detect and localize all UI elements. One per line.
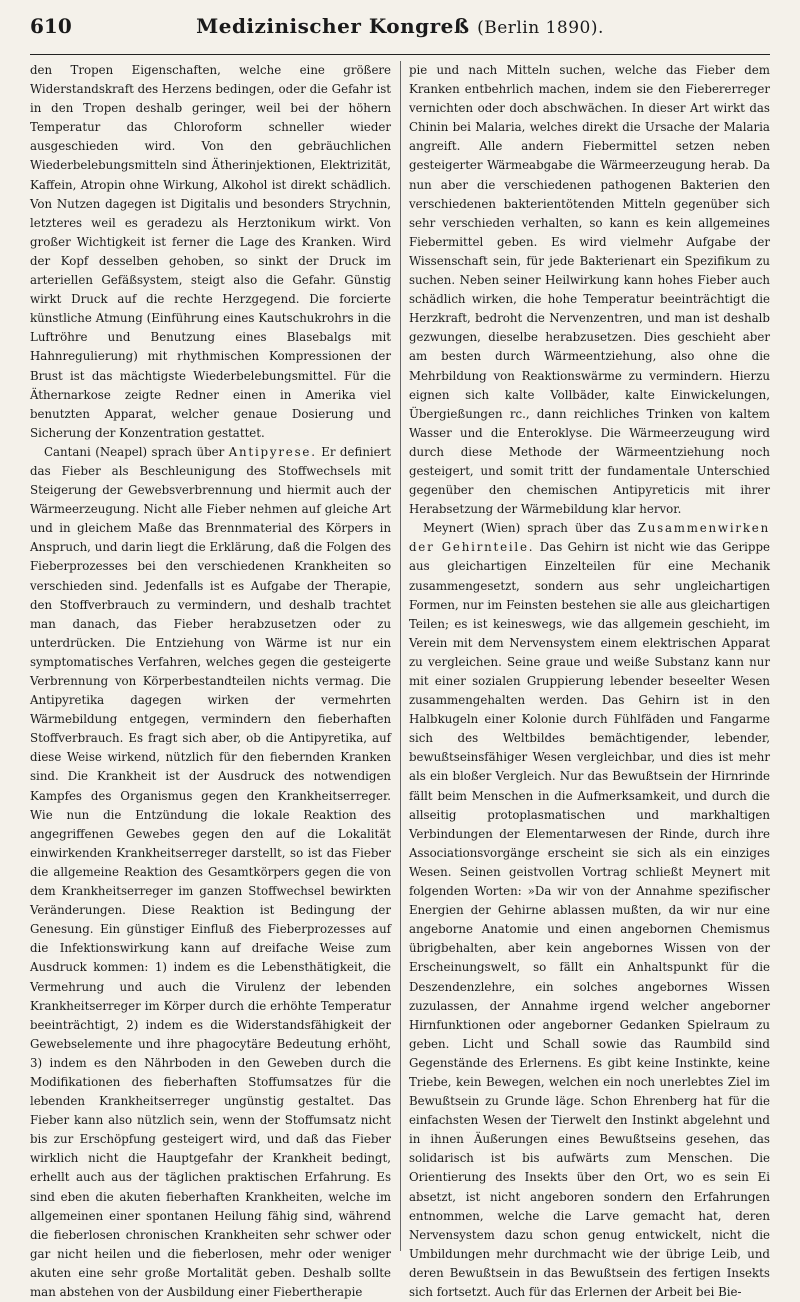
speaker-intro: Meynert (Wien) sprach über das [422,521,638,536]
running-head [100,14,700,38]
page-number: 610 [30,14,72,38]
page-header [30,14,770,55]
paragraph-fiebermittel: pie und nach Mitteln suchen, welche das Fieber dem Kranken entbehrlich machen, indem sie den Fiebererreger vernichten oder doch abschwächen. In dieser Art wirkt das Chinin bei Malaria, welches direkt die Ursache der Malaria angreift. Alle andern Fiebermittel setzen neben gesteigerter Wärmeabgabe die Wärmeerzeugung herab. Da nun aber die verschiedenen pathogenen Bakterien den verschiedenen bakterientötenden Mitteln gegenüber sich sehr verschieden verhalten, so kann es kein allgemeines Fiebermittel geben. Es wird vielmehr Aufgabe der Wissenschaft sein, für jede Bakterienart ein Spezifikum zu suchen. Neben seiner Heilwirkung kann hohes Fieber auch schädlich wirken, die hohe Temperatur beeinträchtigt die Herzkraft, bedroht die Nervenzentren, und man ist deshalb gezwungen, dieselbe herabzusetzen. Dies geschieht aber am besten durch Wärmeentziehung, also ohne die Mehrbildung von Reaktionswärme zu vermindern. Hierzu eignen sich kalte Vollbäder, kalte Einwickelungen, Übergießungen rc., dann reichliches Trinken von kaltem Wasser und die Enteroklyse. Die Wärmeerzeugung wird durch diese Methode der Wärmeentziehung noch gesteigert, und somit tritt der fundamentale Unterschied gegenüber den chemischen Antipyreticis mit ihrer Herabsetzung der Wärmebildung klar hervor. [408,63,770,517]
topic-antipyrese: Antipyrese. [228,444,317,459]
running-head-location: (Berlin 1890). [477,18,604,38]
paragraph-chloroform: den Tropen Eigenschaften, welche eine größere Widerstandskraft des Herzens bedingen, oder die Gefahr ist in den Tropen deshalb geringer, weil bei der höhern Temperatur das Chloroform schneller wieder ausgeschieden wird. Von den gebräuchlichen Wiederbelebungsmitteln sind Ätherinjektionen, Elektrizität, Kaffein, Atropin ohne Wirkung, Alkohol ist direkt schädlich. Von Nutzen dagegen ist Digitalis und besonders Strychnin, letzteres weil es geradezu als Herztonikum wirkt. Von großer Wichtigkeit ist ferner die Lage des Kranken. Wird der Kopf desselben gehoben, so sinkt der Druck im arteriellen Gefäßsystem, steigt also die Gefahr. Günstig wirkt Druck auf die rechte Herzgegend. Die forcierte künstliche Atmung (Einführung eines Kautschukrohrs in die Luftröhre und Benutzung eines Blasebalgs mit Hahnregulierung) mit rhythmischen Kompressionen der Brust ist das mächtigste Wiederbelebungsmittel. Für die Äthernarkose zeigte Redner einen in Amerika viel benutzten Apparat, welcher genaue Dosierung und Sicherung der Konzentration gestattet. [30,63,392,440]
paragraph-body: Das Gehirn ist nicht wie das Gerippe aus gleichartigen Einzelteilen für eine Mechanik zusammengesetzt, sondern aus sehr ungleichartigen Formen, nur im Feinsten bestehen sie alle aus gleichartigen Teilen; es ist keineswegs, wie das allgemein geschieht, im Verein mit dem Nervensystem einem elektrischen Apparat zu vergleichen. Seine graue und weiße Substanz kann nur mit einer sozialen Gruppierung lebender beseelter Wesen zusammengehalten werden. Das Gehirn ist in den Halbkugeln einer Kolonie durch Fühlfäden und Fangarme sich des Weltbildes bemächtigender, lebender, bewußtseinsfähiger Wesen vergleichbar, und dies ist mehr als ein bloßer Vergleich. Nur das Bewußtsein der Hirnrinde fällt beim Menschen in die Aufmerksamkeit, und durch die allseitig protoplasmatischen und markhaltigen Verbindungen der Elementarwesen der Rinde, durch ihre Associationsvorgänge erscheint sie sich als ein einziges Wesen. Seinen geistvollen Vortrag schließt Meynert mit folgenden Worten: »Da wir von der Annahme spezifischer Energien der Gehirne ablassen mußten, da wir nur eine angeborne Anatomie und einen angebornen Chemismus übrigbehalten, aber kein angebornes Wissen von der Erscheinungswelt, so fällt ein Anhaltspunkt für die Deszendenzlehre, ein solches angebornes Wissen zuzulassen, der Annahme irgend welcher angeborner Hirnfunktionen oder angeborner Gedanken Spielraum zu geben. Licht und Schall sowie das Raumbild sind Gegenstände des Erlernens. Es gibt keine Instinkte, keine Triebe, kein Bewegen, welchen ein noch unerlebtes Ziel im Bewußtsein zu Grunde läge. Schon Ehrenberg hat für die einfachsten Wesen der Tierwelt den Instinkt abgelehnt und in ihnen Äußerungen eines Bewußtseins gesehen, das solidarisch ist bis aufwärts zum Menschen. Die Orientierung des Insekts über den Ort, wo es sein Ei absetzt, ist nicht angeboren sondern den Erfahrungen entnommen, welche die Larve gemacht hat, deren Nervensystem dazu schon genug entwickelt, nicht die Umbildungen mehr durchmacht wie der übrige Leib, und deren Bewußtsein in das Bewußtsein des fertigen Insekts sich fortsetzt. Auch für das Erlernen der Arbeit bei Bie- [408,540,770,1299]
paragraph-body: Er definiert das Fieber als Beschleunigung des Stoffwechsels mit Steigerung der Gewebsverbrennung und hiermit auch der Wärmeerzeugung. Nicht alle Fieber nehmen auf gleiche Art und in gleichem Maße das Brennmaterial des Körpers in Anspruch, und darin liegt die Erklärung, daß die Folgen des Fieberprozesses bei den verschiedenen Krankheiten so verschieden sind. Jedenfalls ist es Aufgabe der Therapie, den Stoffverbrauch zu vermindern, und deshalb trachtet man danach, das Fieber herabzusetzen oder zu unterdrücken. Die Entziehung von Wärme ist nur ein symptomatisches Verfahren, welches gegen die gesteigerte Verbrennung von Körperbestandteilen nichts vermag. Die Antipyretika dagegen wirken der vermehrten Wärmebildung entgegen, vermindern den fieberhaften Stoffverbrauch. Es fragt sich aber, ob die Antipyretika, auf diese Weise wirkend, nützlich für den fiebernden Kranken sind. Die Krankheit ist der Ausdruck des notwendigen Kampfes des Organismus gegen den Krankheitserreger. Wie nun die Entzündung die lokale Reaktion des angegriffenen Gewebes gegen den auf die Lokalität einwirkenden Krankheitserreger darstellt, so ist das Fieber die allgemeine Reaktion des Gesamtkörpers gegen die von dem Krankheitserreger im ganzen Stoffwechsel bewirkten Veränderungen. Diese Reaktion ist Bedingung der Genesung. Ein günstiger Einfluß des Fieberprozesses auf die Infektionswirkung kann auf dreifache Weise zum Ausdruck kommen: 1) indem es die Lebensthätigkeit, die Vermehrung und auch die Virulenz der lebenden Krankheitserreger im Körper durch die erhöhte Temperatur beeinträchtigt, 2) indem es die Widerstandsfähigkeit der Gewebselemente und ihre phagocytäre Bedeutung erhöht, 3) indem es den Nährboden in den Geweben durch die Modifikationen des fieberhaften Stoffumsatzes für die lebenden Krankheitserreger ungünstig gestaltet. Das Fieber kann also nützlich sein, wenn der Stoffumsatz nicht bis zur Erschöpfung gesteigert wird, und daß das Fieber wirklich nicht die Hauptgefahr der Krankheit bedingt, erhellt auch aus der täglichen praktischen Erfahrung. Es sind eben die akuten fieberhaften Krankheiten, welche im allgemeinen einer spontanen Heilung fähig sind, während die fieberlosen chronischen Krankheiten sehr schwer oder gar nicht heilen und die fieberlosen, mehr oder weniger akuten eine sehr große Mortalität geben. Deshalb sollte man abstehen von der Ausbildung einer Fiebertherapie [30,444,392,1299]
running-head-title: Medizinischer Kongreß [196,14,470,38]
topic-gehirnteile: Zusammenwirken der Gehirnteile. [408,521,770,555]
text-columns [30,61,770,1299]
right-column [408,61,770,1299]
column-rule [400,61,409,1251]
paragraph-gehirnteile [409,519,770,1302]
speaker-intro: Cantani (Neapel) sprach über [44,444,229,459]
left-column [30,61,392,1299]
paragraph-antipyrese [30,443,391,1302]
